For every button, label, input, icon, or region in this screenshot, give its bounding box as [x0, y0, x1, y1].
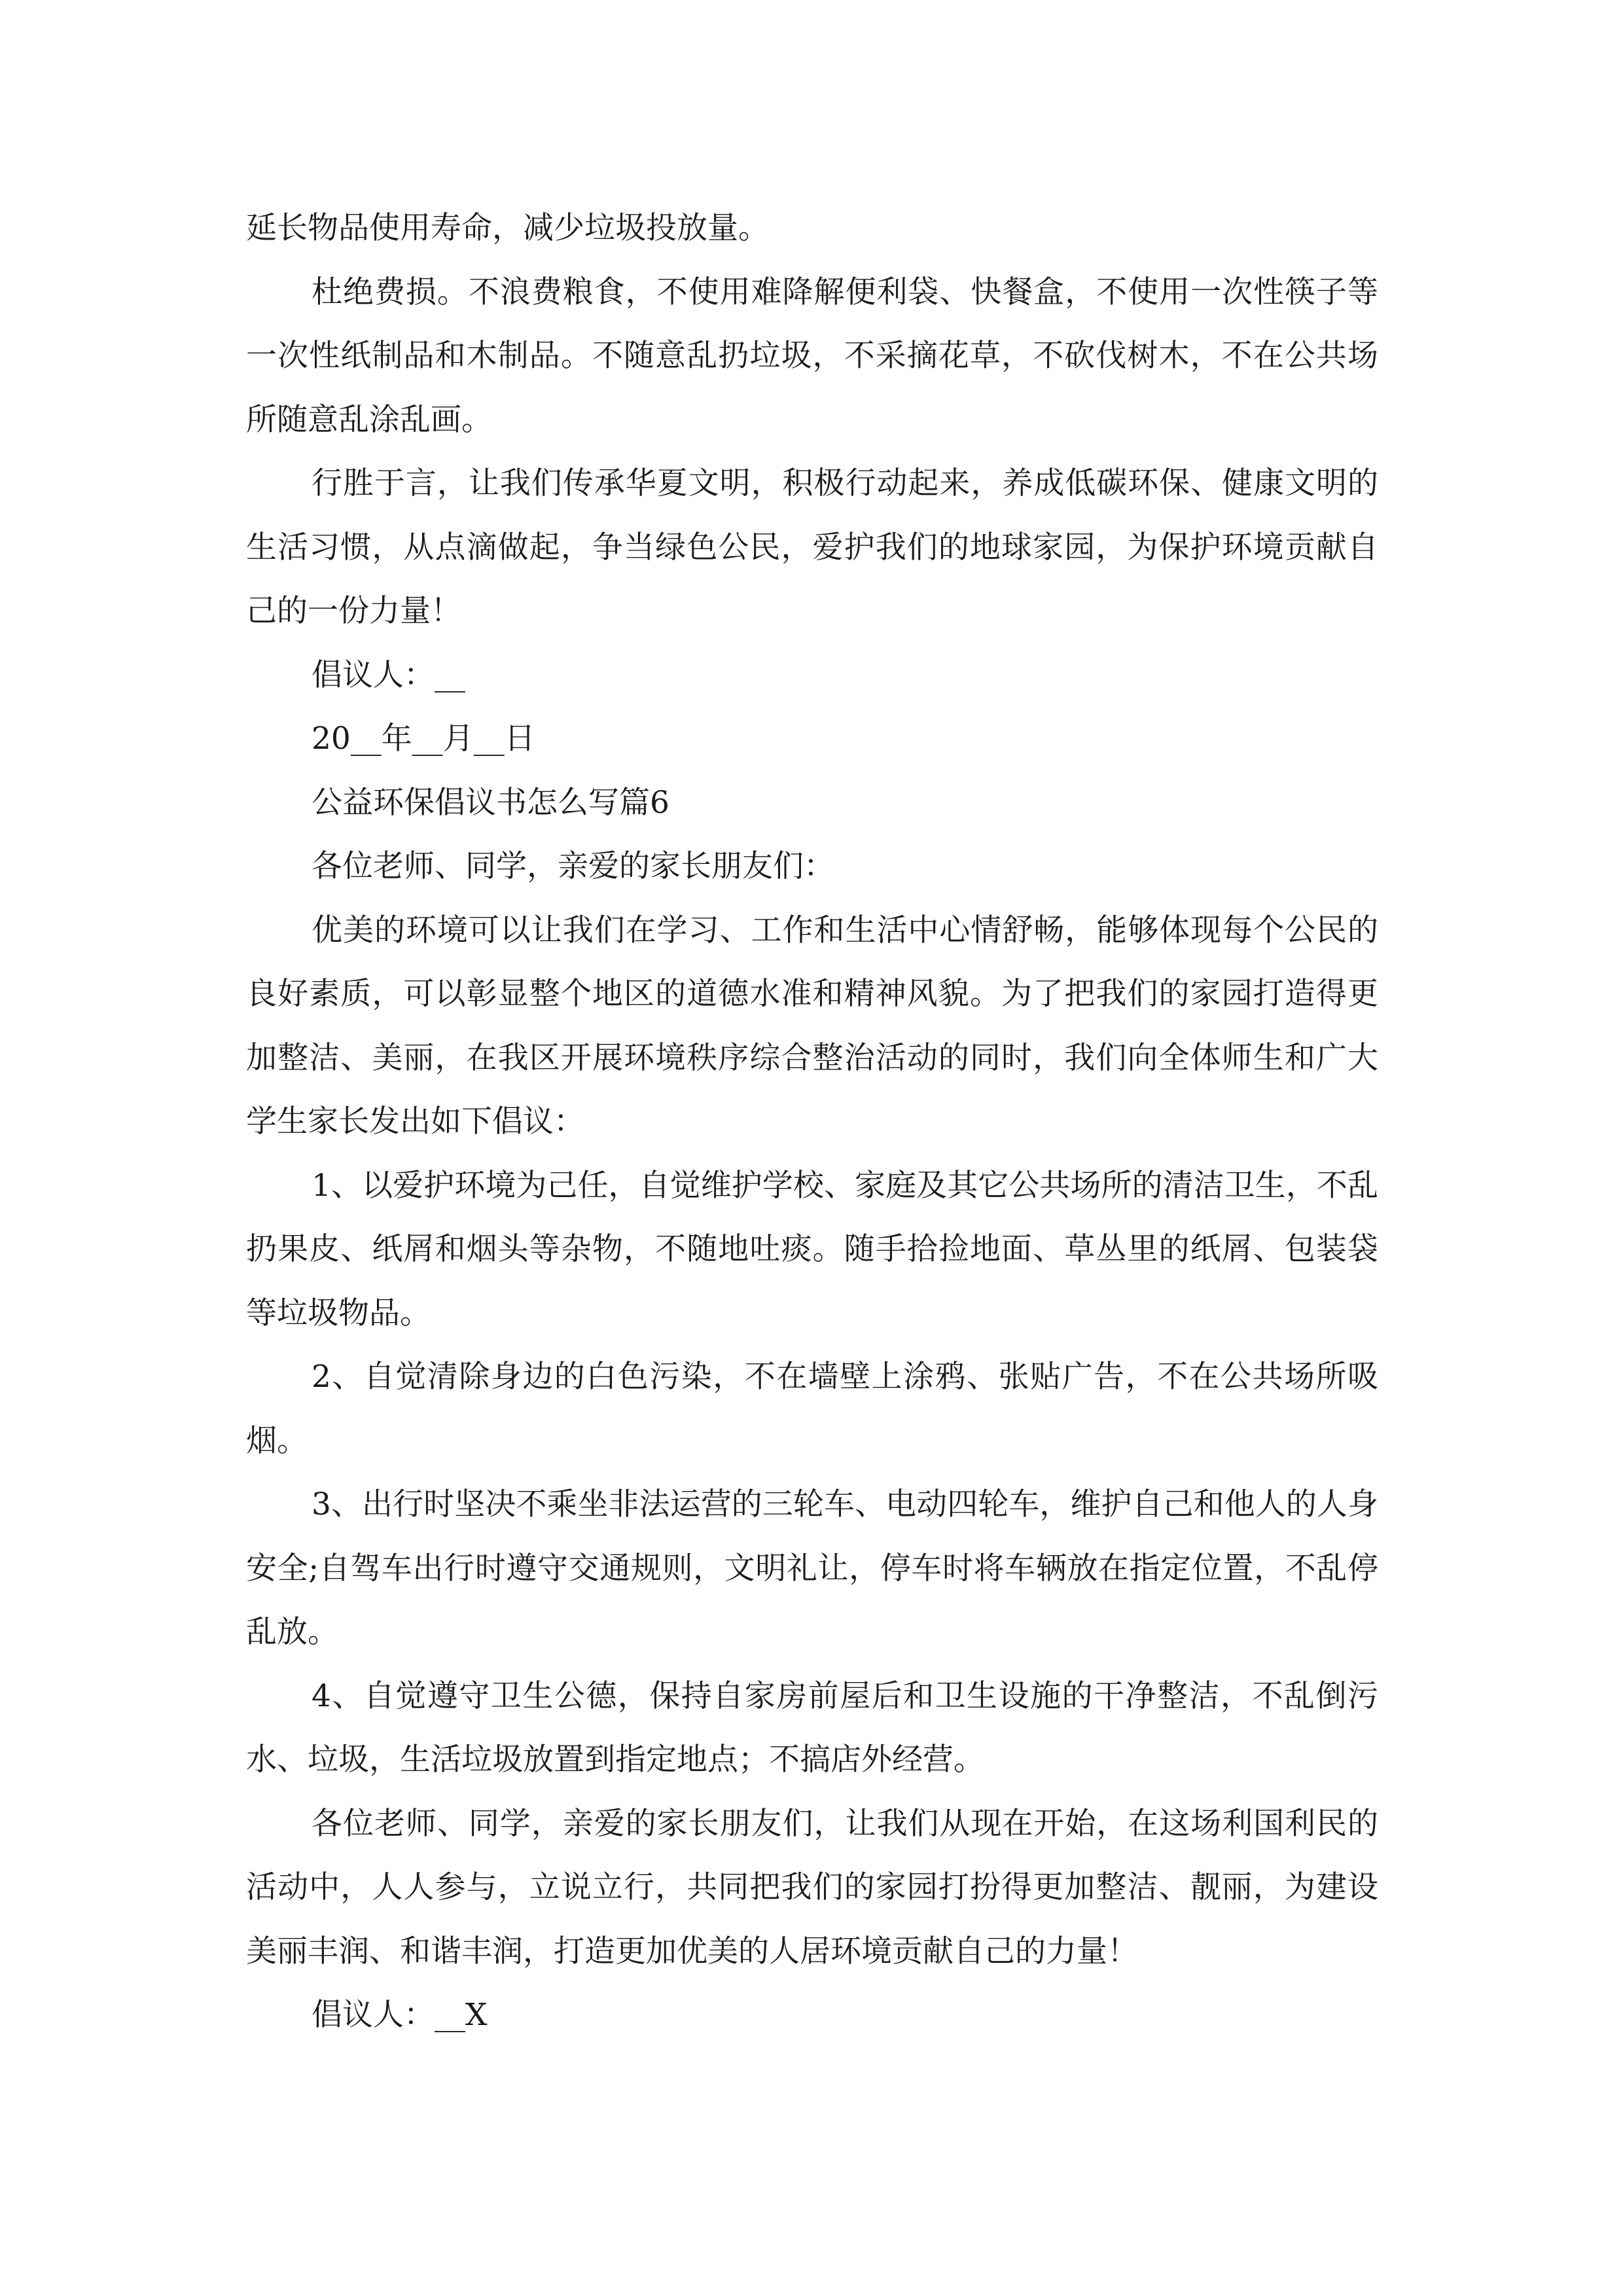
paragraph-3: 行胜于言，让我们传承华夏文明，积极行动起来，养成低碳环保、健康文明的生活习惯，从点滴做起，争当绿色公民，爱护我们的地球家园，为保护环境贡献自己的一份力量！	[246, 465, 1378, 629]
proposal-item-2: 2、自觉清除身边的白色污染，不在墙壁上涂鸦、张贴广告，不在公共场所吸烟。	[246, 1359, 1378, 1459]
date-line: 20__年__月__日	[312, 721, 535, 757]
section-title: 公益环保倡议书怎么写篇6	[312, 784, 669, 821]
salutation: 各位老师、同学，亲爱的家长朋友们：	[312, 848, 834, 884]
paragraph-2: 杜绝费损。不浪费粮食，不使用难降解便利袋、快餐盒，不使用一次性筷子等一次性纸制品和木制品。不随意乱扔垃圾，不采摘花草，不砍伐树木，不在公共场所随意乱涂乱画。	[246, 274, 1378, 438]
document-body	[246, 196, 1378, 2047]
proposal-item-4: 4、自觉遵守卫生公德，保持自家房前屋后和卫生设施的干净整洁，不乱倒污水、垃圾，生活垃圾放置到指定地点；不搞店外经营。	[246, 1677, 1378, 1778]
proposal-item-1: 1、以爱护环境为己任，自觉维护学校、家庭及其它公共场所的清洁卫生，不乱扔果皮、纸屑和烟头等杂物，不随地吐痰。随手拾捡地面、草丛里的纸屑、包装袋等垃圾物品。	[246, 1167, 1378, 1331]
signature-line-2: 倡议人：__X	[312, 1997, 488, 2033]
paragraph-1: 延长物品使用寿命，减少垃圾投放量。	[246, 210, 769, 246]
paragraph-intro: 优美的环境可以让我们在学习、工作和生活中心情舒畅，能够体现每个公民的良好素质，可以彰显整个地区的道德水准和精神风貌。为了把我们的家园打造得更加整洁、美丽，在我区开展环境秩序综合整治活动的同时，我们向全体师生和广大学生家长发出如下倡议：	[246, 912, 1378, 1139]
proposal-item-3: 3、出行时坚决不乘坐非法运营的三轮车、电动四轮车，维护自己和他人的人身安全;自驾车出行时遵守交通规则，文明礼让，停车时将车辆放在指定位置，不乱停乱放。	[246, 1486, 1378, 1650]
closing-paragraph: 各位老师、同学，亲爱的家长朋友们，让我们从现在开始，在这场利国利民的活动中，人人参与，立说立行，共同把我们的家园打扮得更加整洁、靓丽，为建设美丽丰润、和谐丰润，打造更加优美的人居环境贡献自己的力量！	[246, 1805, 1378, 1969]
signature-line: 倡议人：__	[312, 656, 465, 693]
